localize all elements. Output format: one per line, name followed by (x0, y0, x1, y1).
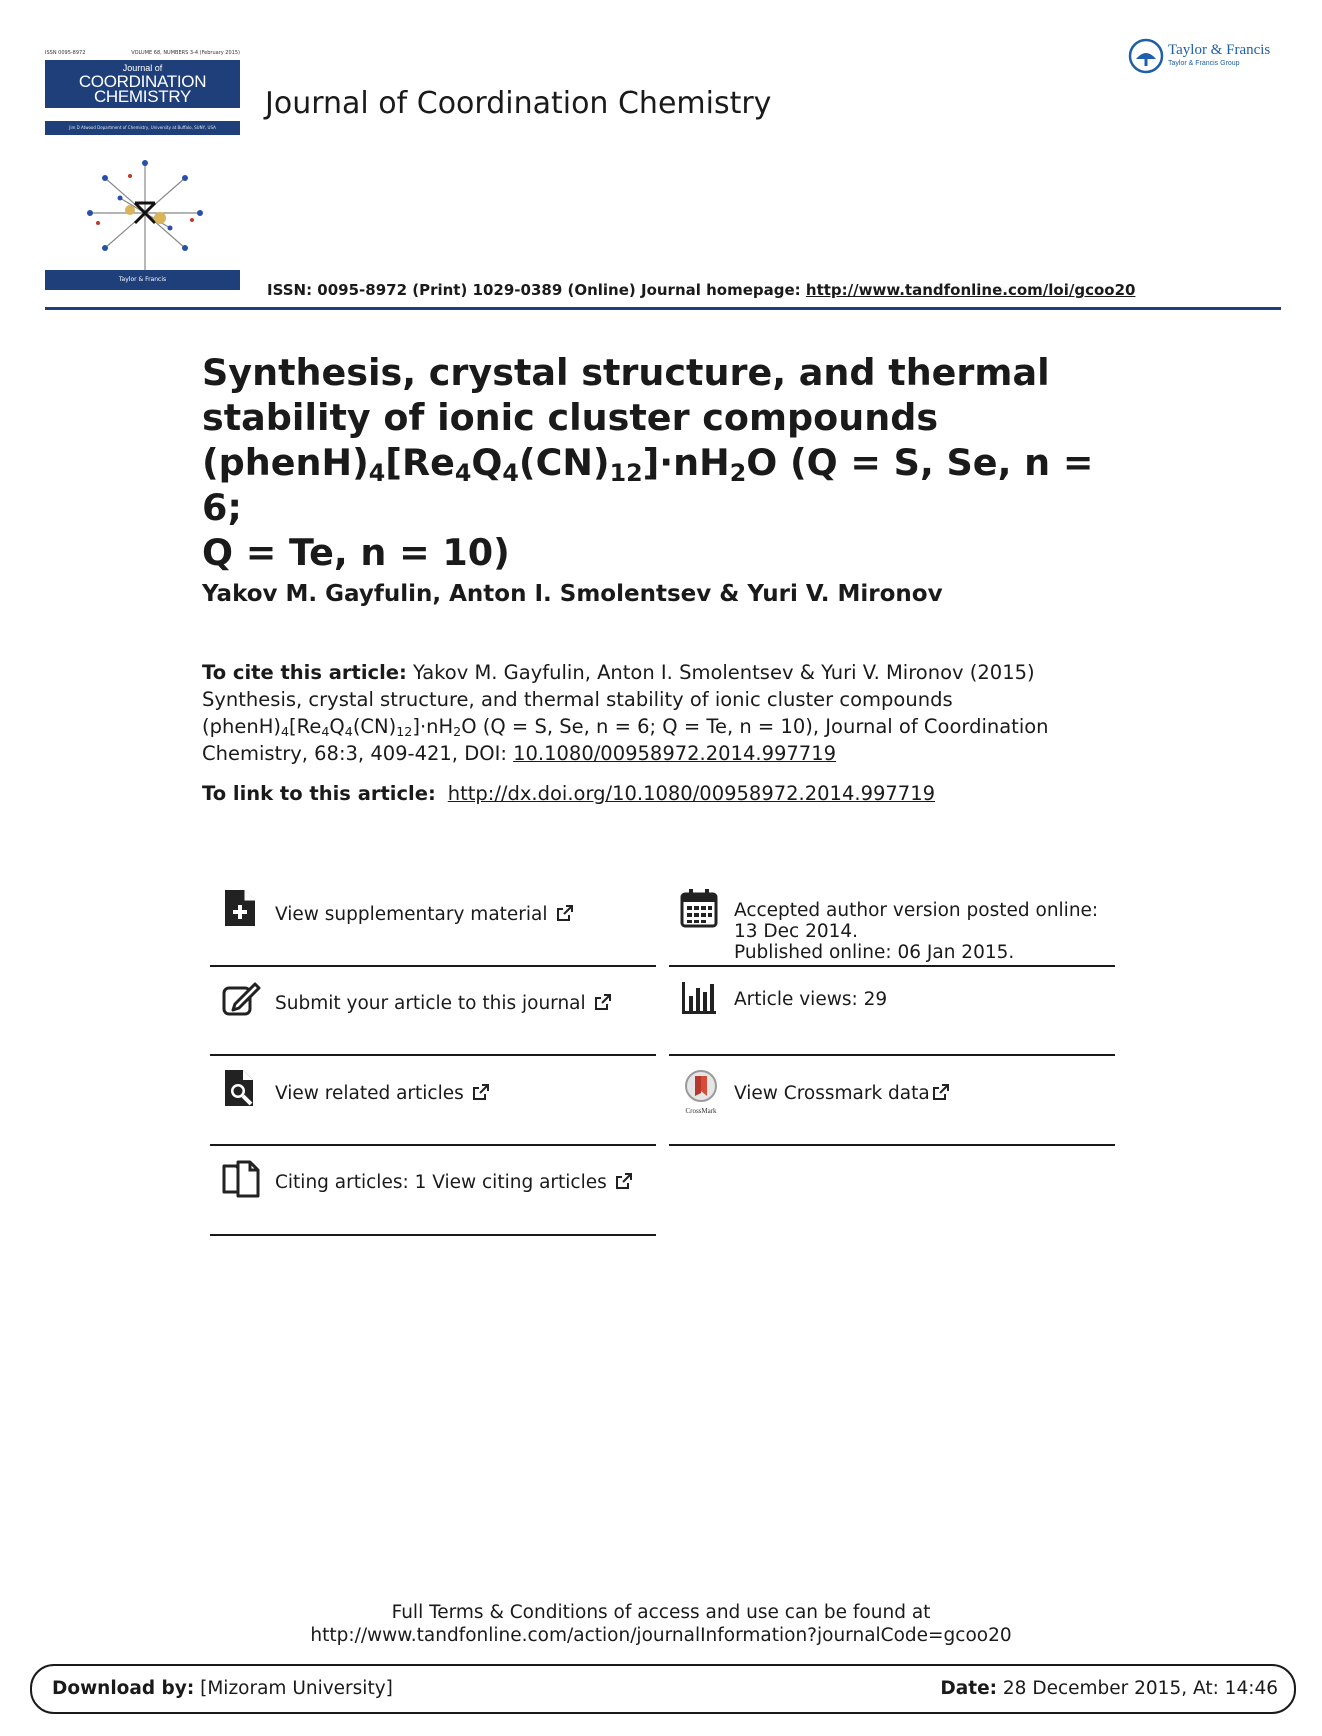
link-label: To link to this article: (202, 782, 436, 805)
cover-issn: ISSN 0095-8972 (45, 50, 86, 56)
edit-icon (221, 978, 261, 1018)
published-date: Published online: 06 Jan 2015. (734, 942, 1015, 963)
download-date: Date: 28 December 2015, At: 14:46 (940, 1678, 1278, 1699)
journal-title: Journal of Coordination Chemistry (265, 86, 772, 121)
cover-meta (45, 50, 240, 60)
title-line-4: Q = Te, n = 10) (202, 531, 510, 574)
journal-cover (45, 50, 240, 290)
title-line-2: stability of ionic cluster compounds (202, 396, 939, 439)
external-link-icon (615, 1172, 633, 1190)
supplementary-divider (210, 965, 656, 967)
crossmark-text: CrossMark (685, 1107, 717, 1115)
terms-line-1: Full Terms & Conditions of access and use can be found at (391, 1602, 931, 1623)
external-link-icon (932, 1083, 950, 1101)
crossmark-label: View Crossmark data (734, 1083, 950, 1104)
cover-chemistry: CHEMISTRY (93, 87, 192, 106)
citing-divider (210, 1234, 656, 1236)
title-line-1: Synthesis, crystal structure, and thermal (202, 351, 1050, 394)
crossmark-divider (669, 1144, 1115, 1146)
cite-label: To cite this article: (202, 661, 407, 684)
crossmark-icon (679, 1070, 723, 1104)
taylor-francis-icon (1128, 38, 1164, 74)
taylor-francis-logo[interactable] (1128, 38, 1288, 78)
terms-notice (0, 1601, 1322, 1647)
dates-text (734, 900, 1114, 963)
citation: To cite this article: Yakov M. Gayfulin, Anton I. Smolentsev & Yuri V. Mironov (2015) Synthesis, crystal structure, and thermal stability of ionic cluster compounds $(phenH)_4[Re_4Q_4(CN)_{12}]\cdot nH_2O$ (Q = S, Se, n = 6; Q = Te, n = 10), Journal of Coordination Chemistry, 68:3, 409-421, DOI: 10.1080/00958972.2014.997719 (202, 661, 1049, 765)
submit-label: Submit your article to this journal (275, 993, 612, 1014)
search-document-icon (221, 1068, 261, 1108)
calendar-icon (679, 888, 719, 928)
download-bar (30, 1664, 1296, 1714)
submit-divider (210, 1054, 656, 1056)
terms-url[interactable]: http://www.tandfonline.com/action/journalInformation?journalCode=gcoo20 (310, 1625, 1012, 1646)
external-link-icon (594, 993, 612, 1011)
molecule-illustration (80, 148, 210, 288)
cover-editor: Jim D Atwood Department of Chemistry, University at Buffalo, SUNY, USA (45, 121, 240, 135)
documents-icon (221, 1158, 261, 1198)
cover-title-band (45, 60, 240, 108)
journal-homepage-link[interactable]: http://www.tandfonline.com/loi/gcoo20 (805, 281, 1136, 299)
publisher-name: Taylor & Francis (1168, 42, 1271, 58)
file-plus-icon (221, 888, 261, 928)
related-label: View related articles (275, 1083, 490, 1104)
article-title (202, 350, 1102, 575)
accepted-date: Accepted author version posted online: 13 Dec 2014. (734, 900, 1099, 942)
cite-doi-link[interactable]: 10.1080/00958972.2014.997719 (513, 742, 837, 765)
bar-chart-icon (679, 978, 719, 1018)
related-divider (210, 1144, 656, 1146)
dates-divider (669, 965, 1115, 967)
external-link-icon (556, 904, 574, 922)
download-by: Download by: [Mizoram University] (52, 1678, 393, 1699)
crossmark-logo (679, 1070, 723, 1114)
citing-label: Citing articles: 1 View citing articles (275, 1172, 633, 1193)
supplementary-label: View supplementary material (275, 904, 574, 925)
external-link-icon (472, 1083, 490, 1101)
article-authors: Yakov M. Gayfulin, Anton I. Smolentsev & Yuri V. Mironov (202, 581, 943, 607)
title-line-3: $(phenH)_4[Re_4Q_4(CN)_{12}]\cdot nH_2O$ (Q = S, Se, n = 6; (202, 441, 1094, 529)
article-link (202, 782, 935, 805)
header-divider (45, 307, 1281, 310)
publisher-group: Taylor & Francis Group (1168, 60, 1240, 67)
issn-text: ISSN: 0095-8972 (Print) 1029-0389 (Online) Journal homepage: (267, 281, 806, 299)
cover-volume: VOLUME 68, NUMBERS 3-4 (February 2015) (131, 50, 240, 56)
cover-publisher: Taylor & Francis (45, 270, 240, 290)
doi-link[interactable]: http://dx.doi.org/10.1080/00958972.2014.997719 (447, 782, 936, 805)
issn-line (267, 281, 1135, 299)
cover-coordination: COORDINATION (78, 72, 207, 91)
cover-journal-of: Journal of (122, 63, 163, 73)
views-label: Article views: 29 (734, 989, 888, 1010)
views-divider (669, 1054, 1115, 1056)
